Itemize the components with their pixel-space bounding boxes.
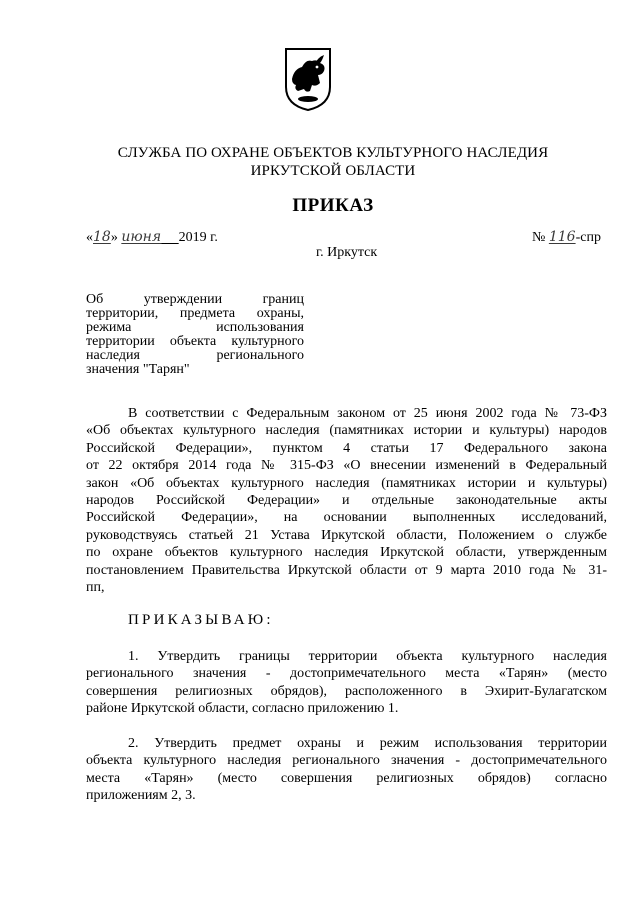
preamble-line: закон «Об объектах культурного наследия (памятниках истории и культуры): [86, 475, 607, 491]
item-line: регионального значения - достопримечательного места «Тарян» (место: [86, 666, 607, 682]
document-type-title: ПРИКАЗ: [292, 195, 374, 216]
date-close-quote: »: [110, 230, 118, 245]
order-item-1: [86, 648, 607, 718]
agency-name-line1: СЛУЖБА ПО ОХРАНЕ ОБЪЕКТОВ КУЛЬТУРНОГО НАСЛЕДИЯ: [117, 145, 549, 161]
date-day-handwritten: 18: [93, 229, 111, 245]
preamble-line: пп,: [86, 579, 105, 595]
date-year: 2019 г.: [178, 230, 218, 245]
order-item-2: [86, 735, 607, 805]
document-date: [86, 229, 218, 246]
order-subject: [86, 293, 304, 377]
item-line: совершения религиозных обрядов), расположенного в Эхирит-Булагатском: [86, 683, 607, 699]
preamble-line: народов Российской Федерации» и отдельные законодательные акты: [86, 492, 607, 508]
item-line: 1. Утвердить границы территории объекта культурного наследия: [128, 649, 607, 664]
item-line: 2. Утвердить предмет охраны и режим использования территории: [128, 736, 607, 751]
date-open-quote: «: [86, 230, 93, 245]
preamble-line: постановлением Правительства Иркутской области от 9 марта 2010 года № 31-: [86, 562, 607, 578]
date-month-handwritten: июня: [121, 229, 162, 245]
preamble-line: В соответствии с Федеральным законом от 25 июня 2002 года № 73-ФЗ: [128, 406, 607, 421]
item-line: объекта культурного наследия регионального значения - достопримечательного: [86, 753, 607, 769]
preamble-line: по охране объектов культурного наследия Иркутской области, утвержденным: [86, 545, 607, 561]
preamble-line: от 22 октября 2014 года № 315-ФЗ «О внесении изменений в Федеральный: [86, 458, 607, 474]
agency-name-line2: ИРКУТСКОЙ ОБЛАСТИ: [250, 163, 416, 179]
subject-line: Об утверждении границ: [86, 292, 304, 307]
preamble-line: Российской Федерации», на основании выполненных исследований,: [86, 510, 607, 526]
preamble-line: «Об объектах культурного наследия (памятниках истории и культуры) народов: [86, 423, 607, 439]
preamble-line: Российской Федерации», пунктом 4 статьи 17 Федерального закона: [86, 440, 607, 456]
subject-line: наследия регионального: [86, 348, 304, 363]
subject-line: значения "Тарян": [86, 362, 190, 377]
preamble-line: руководствуясь статьей 21 Устава Иркутской области, Положением о службе: [86, 527, 607, 543]
preamble-paragraph: [86, 405, 607, 596]
subject-line: территории объекта культурного: [86, 334, 304, 349]
number-value-handwritten: 116: [548, 229, 576, 245]
document-city: г. Иркутск: [316, 245, 378, 260]
coat-of-arms-icon: [284, 47, 332, 112]
document-number: [532, 229, 601, 246]
order-word: ПРИКАЗЫВАЮ:: [128, 612, 274, 628]
number-prefix: №: [532, 230, 546, 245]
subject-line: территории, предмета охраны,: [86, 306, 304, 321]
subject-line: режима использования: [86, 320, 304, 335]
item-line: места «Тарян» (место совершения религиозных обрядов) согласно: [86, 770, 607, 786]
item-line: районе Иркутской области, согласно приложению 1.: [86, 701, 399, 717]
item-line: приложениям 2, 3.: [86, 788, 196, 804]
number-suffix: -спр: [575, 230, 601, 245]
